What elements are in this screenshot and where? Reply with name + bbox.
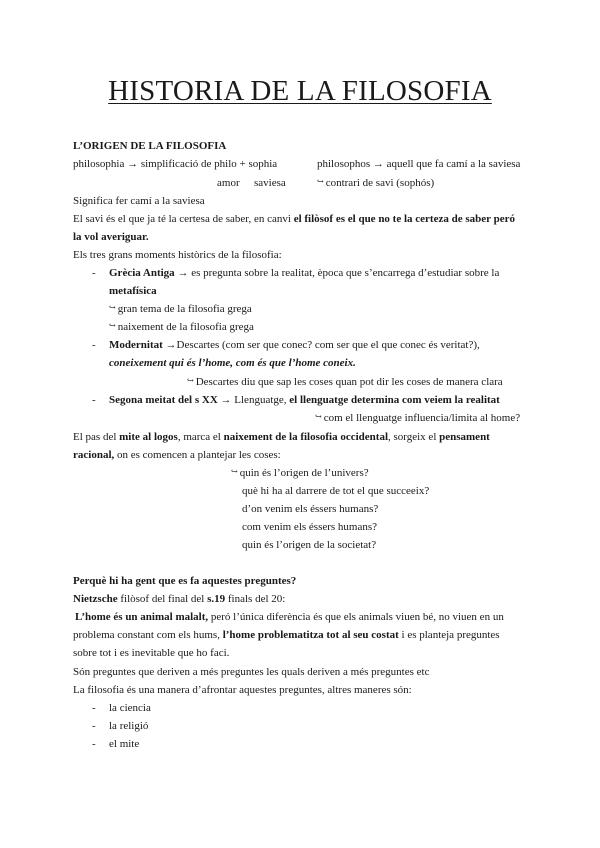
contrari-line: ↪ contrari de savi (sophós): [317, 177, 435, 189]
philosophos-line: philosophos → aquell que fa camí a la saviesa: [317, 158, 521, 170]
list-dash: -: [92, 738, 96, 750]
son-line: Són preguntes que deriven a més preguntes les quals deriven a més preguntes etc: [73, 666, 430, 678]
problema-line: problema constant com els hums, l’home problematitza tot al seu costat i es planteja preguntes: [73, 629, 500, 641]
hook-arrow-icon: ↪: [109, 321, 116, 330]
list-item-mite: el mite: [109, 738, 140, 750]
page-title: HISTORIA DE LA FILOSOFIA: [108, 75, 492, 107]
grecia-sub-2: ↪ naixement de la filosofia grega: [109, 321, 254, 333]
hook-arrow-icon: ↪: [231, 467, 238, 476]
savi-line: El savi és el que ja té la certesa de saber, en canvi el filòsof es el que no te la certeza de saber peró: [73, 213, 515, 225]
modernitat-sub-1: ↪ Descartes diu que sap les coses quan pot dir les coses de manera clara: [187, 376, 503, 388]
moment-sxx: Segona meitat del s XX → Llenguatge, el llenguatge determina com veiem la realitat: [109, 394, 500, 406]
section-heading-origen: L’ORIGEN DE LA FILOSOFIA: [73, 140, 227, 152]
question-1: ↪ quin és l’origen de l’univers?: [231, 467, 369, 479]
list-dash: -: [92, 267, 96, 279]
moment-grecia: Grècia Antiga → es pregunta sobre la realitat, època que s’encarrega d’estudiar sobre la: [109, 267, 500, 279]
grecia-sub-1: ↪ gran tema de la filosofia grega: [109, 303, 252, 315]
savi-line-2: la vol averiguar.: [73, 231, 149, 243]
list-dash: -: [92, 702, 96, 714]
metafisica-word: metafísica: [109, 285, 157, 297]
sxx-sub-1: ↪ com el llenguatge influencia/limita al home?: [315, 412, 521, 424]
nietzsche-line: Nietzsche filòsof del final del s.19 finals del 20:: [73, 593, 286, 605]
philosophia-line: philosophia → simplificació de philo + sophia: [73, 158, 278, 170]
pas-line-1: El pas del mite al logos, marca el naixement de la filosofia occidental, sorgeix el pensament: [73, 431, 490, 443]
list-dash: -: [92, 720, 96, 732]
moments-intro: Els tres grans moments històrics de la filosofia:: [73, 249, 282, 261]
hook-arrow-icon: ↪: [315, 412, 322, 421]
list-item-religio: la religió: [109, 720, 149, 732]
moment-modernitat: Modernitat →Descartes (com ser que conec? com ser que el que conec és veritat?),: [109, 339, 480, 351]
hook-arrow-icon: ↪: [109, 303, 116, 312]
saviesa-label: saviesa: [254, 177, 286, 189]
pas-line-2: racional, on es comencen a plantejar les coses:: [73, 449, 281, 461]
question-4: com venim els éssers humans?: [242, 521, 378, 533]
question-5: quin és l’origen de la societat?: [242, 539, 377, 551]
hook-arrow-icon: ↪: [317, 177, 324, 186]
list-dash: -: [92, 339, 96, 351]
home-line: L’home és un animal malalt, peró l’única diferència és que els animals viuen bé, no viuen en un: [75, 611, 504, 623]
significa-line: Significa fer camí a la saviesa: [73, 195, 205, 207]
hook-arrow-icon: ↪: [187, 376, 194, 385]
list-dash: -: [92, 394, 96, 406]
sobre-line: sobre tot i es inevitable que ho faci.: [73, 647, 230, 659]
manera-line: La filosofia és una manera d’afrontar aquestes preguntes, altres maneres són:: [73, 684, 412, 696]
amor-label: amor: [217, 177, 240, 189]
list-item-ciencia: la ciencia: [109, 702, 151, 714]
modernitat-bold-italic: coneixement qui és l’home, com és que l’home coneix.: [109, 357, 356, 369]
section-heading-preguntes: Perquè hi ha gent que es fa aquestes preguntes?: [73, 575, 297, 587]
question-3: d’on venim els éssers humans?: [242, 503, 379, 515]
question-2: què hi ha al darrere de tot el que succeeix?: [242, 485, 430, 497]
